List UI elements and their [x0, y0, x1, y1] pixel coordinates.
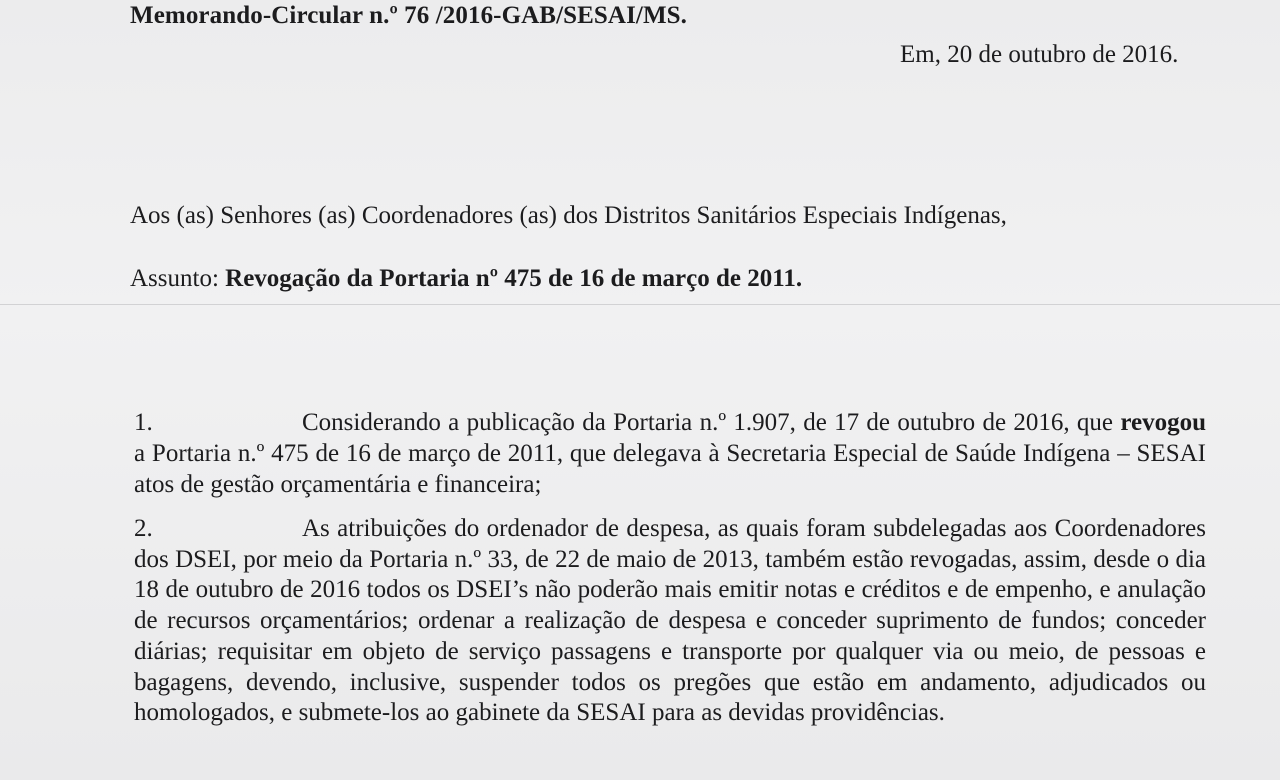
- memo-date: Em, 20 de outubro de 2016.: [900, 41, 1179, 68]
- paragraph-lead-text: Considerando a publicação da Portaria n.º 1.907, de 17 de outubro de 2016, que: [302, 409, 1121, 436]
- paragraph-2: [134, 514, 1206, 729]
- paragraph-text: As atribuições do ordenador de despesa, as quais foram subdelegadas aos Coordenadores dos DSEI, por meio da Portaria n.º 33, de 22 de maio de 2013, também estão revogadas, assim, desde o dia 18 de outubro de 2016 todos os DSEI’s não poderão mais emitir notas e créditos e de empenho, e anulação de recursos orçamentários; ordenar a realização de despesa e conceder suprimento de fundos; conceder diárias; requisitar em objeto de serviço passagens e transporte por qualquer via ou meio, de pessoas e bagagens, devendo, inclusive, suspender todos os pregões que estão em andamento, adjudicados ou homologados, e submete-los ao gabinete da SESAI para as devidas providências.: [134, 515, 1206, 727]
- paragraph-bold-text: revogou: [1120, 409, 1206, 436]
- paragraph-number: 2.: [134, 515, 153, 542]
- page-fold-line: [0, 304, 1280, 305]
- subject-text: Revogação da Portaria nº 475 de 16 de março de 2011.: [225, 265, 803, 292]
- paragraph-1: [134, 407, 1206, 500]
- subject-line: [130, 265, 802, 293]
- paragraph-rest-text: a Portaria n.º 475 de 16 de março de 2011, que delegava à Secretaria Especial de Saúde Indígena – SESAI atos de gestão orçamentária e financeira;: [134, 440, 1206, 498]
- addressee-line: Aos (as) Senhores (as) Coordenadores (as) dos Distritos Sanitários Especiais Indígenas,: [130, 202, 1007, 229]
- paragraph-number: 1.: [134, 409, 153, 436]
- subject-label: Assunto:: [130, 265, 226, 292]
- memo-number: Memorando-Circular n.º 76 /2016-GAB/SESAI/MS.: [130, 2, 687, 29]
